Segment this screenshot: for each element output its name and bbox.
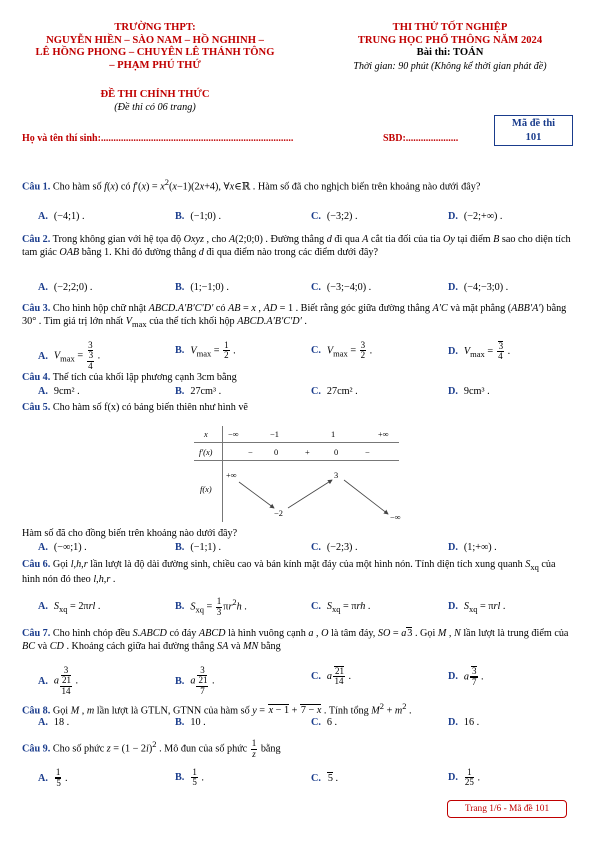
exam-code-label: Mã đề thi (511, 118, 556, 129)
vt-sign-1: − (248, 448, 253, 457)
question-9-label: Câu 9. (22, 743, 51, 755)
question-3: Câu 3. Cho hình hộp chữ nhật ABCD.A′B′C′D′ có AB = x , AD = 1 . Biết rằng góc giữa đường thẳng A′C và mặt phẳng (ABB′A′) bằng 30° . Tìm giá trị lớn nhất $V_{max}$ của thể tích khối hộp ABCD.A′B′C′D′ . (22, 303, 567, 330)
question-5 (22, 401, 573, 414)
question-1-label: Câu 1. (22, 181, 51, 193)
exam-code-box (494, 115, 573, 146)
vt-fprime-label: f′(x) (199, 448, 213, 457)
vt-f-value-2: −2 (274, 509, 283, 518)
q1-option-a[interactable]: A. (−4;1) . (38, 211, 85, 222)
q9-option-d[interactable]: D. $\frac{1}{25}$ . (448, 767, 480, 788)
question-3-label: Câu 3. (22, 303, 51, 314)
q1-option-c[interactable]: C. (−3;2) . (311, 211, 358, 222)
q6-option-b[interactable]: B. $S_{xq}$ = $\frac{1}{3}$ $\pi r^2h$ . (175, 596, 247, 617)
q8-option-c[interactable]: C. 6 . (311, 717, 338, 728)
q2-option-d[interactable]: D. (−4;−3;0) . (448, 282, 509, 293)
q9-option-c[interactable]: C. 5 . (311, 773, 339, 784)
question-7-label: Câu 7. (22, 628, 51, 639)
vt-sign-3: + (305, 448, 310, 457)
q9-option-b[interactable]: B. $\frac{1}{5}$ . (175, 767, 204, 788)
pages-note: (Đề thi có 06 trang) (114, 102, 196, 113)
q7-option-a[interactable]: A. a 3 21 14 . (38, 665, 79, 696)
vt-f-value-3: 3 (334, 471, 339, 480)
vt-f-value-1: +∞ (226, 471, 237, 480)
question-7: Câu 7. Cho hình chóp đều S.ABCD có đáy ABCD là hình vuông cạnh a , O là tâm đáy, SO = a3 . Gọi M , N lần lượt là trung điểm của BC và CD . Khoảng cách giữa hai đường thẳng SA và MN bằng (22, 628, 569, 653)
vt-x-value-3: 1 (331, 430, 336, 439)
q8-option-b[interactable]: B. 10 . (175, 717, 206, 728)
exam-code-value: 101 (525, 131, 542, 143)
question-6-label: Câu 6. (22, 559, 51, 570)
exam-title-block (300, 22, 595, 73)
q8-option-a[interactable]: A. 18 . (38, 717, 70, 728)
q4-option-b[interactable]: B. 27cm³ . (175, 386, 222, 397)
question-8-label: Câu 8. (22, 705, 51, 717)
vt-arrow-1 (239, 482, 274, 508)
q2-option-b[interactable]: B. (1;−1;0) . (175, 282, 229, 293)
q6-option-d[interactable]: D. $S_{xq} = \pi rl$ . (448, 601, 506, 615)
q8-option-d[interactable]: D. 16 . (448, 717, 480, 728)
q9-option-a[interactable]: A. $\frac{1}{5}$ . (38, 767, 68, 789)
official-label: ĐỀ THI CHÍNH THỨC (100, 89, 210, 100)
q1-option-d[interactable]: D. (−2;+∞) . (448, 211, 503, 222)
vt-x-value-4: +∞ (378, 430, 389, 439)
question-5-text: Cho hàm số f(x) có bảng biến thiên như hình vẽ (52, 402, 248, 413)
question-8: Câu 8. Gọi M , m lần lượt là GTLN, GTNN của hàm số y = x − 1 + 7 − x . Tính tổng $M^2 + m^2$ . (22, 701, 412, 717)
q5-option-b[interactable]: B. (−1;1) . (175, 542, 221, 553)
q5-option-c[interactable]: C. (−2;3) . (311, 542, 358, 553)
question-4-label: Câu 4. (22, 372, 51, 383)
q5-option-a[interactable]: A. (−∞;1) . (38, 542, 87, 553)
page-footer: Trang 1/6 - Mã đề 101 (447, 800, 567, 818)
sbd-field: SBD:..................... (383, 133, 459, 144)
q4-option-d[interactable]: D. 9cm³ . (448, 386, 490, 397)
exam-title-line-1: THI THỬ TỐT NGHIỆP (392, 22, 508, 33)
vt-sign-4: 0 (334, 448, 339, 457)
q2-option-a[interactable]: A. (−2;2;0) . (38, 282, 93, 293)
exam-time: Thời gian: 90 phút (Không kể thời gian phát đề) (353, 60, 547, 72)
vt-x-value-1: −∞ (228, 430, 239, 439)
vt-arrow-2 (288, 480, 332, 508)
q1-option-b[interactable]: B. (−1;0) . (175, 211, 221, 222)
school-name (20, 22, 290, 72)
question-9: Câu 9. Cho số phức $z = (1 - 2i)^2$ . Mô đun của số phức $\frac{1}{z}$ bằng (22, 738, 281, 759)
variation-table (194, 426, 399, 522)
q7-option-d[interactable]: D. a $\frac{3}{7}$ . (448, 666, 484, 688)
question-6: Câu 6. Gọi l,h,r lần lượt là độ dài đường sinh, chiều cao và bán kính mặt đáy của một hình nón. Tính diện tích xung quanh $S_{xq}$ của hình nón đó theo l,h,r . (22, 559, 556, 586)
q6-option-c[interactable]: C. $S_{xq} = \pi rh$ . (311, 601, 371, 615)
q3-option-c[interactable]: C. $V_{max}$ = $\frac{3}{2}$ . (311, 340, 373, 361)
q5-option-d[interactable]: D. (1;+∞) . (448, 542, 497, 553)
q7-option-c[interactable]: C. a $\frac{21}{14}$ . (311, 666, 352, 687)
vt-f-value-4: −∞ (390, 513, 401, 522)
vt-x-value-2: −1 (270, 430, 279, 439)
question-2-label: Câu 2. (22, 234, 51, 245)
q6-option-a[interactable]: A. $S_{xq} = 2\pi rl$ . (38, 601, 101, 615)
subject: Bài thi: TOÁN (416, 47, 484, 58)
school-line-3: LÊ HỒNG PHONG – CHUYÊN LÊ THÁNH TÔNG (35, 47, 275, 58)
school-line-2: NGUYỄN HIỀN – SÀO NAM – HỒ NGHINH – (46, 34, 264, 46)
q3-option-a[interactable]: A. $V_{max}$ = 3 3 4 . (38, 340, 101, 371)
vt-arrows (194, 426, 399, 522)
vt-sign-5: − (365, 448, 370, 457)
q4-option-a[interactable]: A. 9cm² . (38, 386, 80, 397)
q3-option-d[interactable]: D. $V_{max}$ = $\frac{3}{4}$ . (448, 341, 511, 362)
vt-x-label: x (204, 430, 208, 439)
vt-arrow-3 (344, 480, 388, 514)
q4-option-c[interactable]: C. 27cm² . (311, 386, 358, 397)
question-5-label: Câu 5. (22, 402, 51, 413)
question-1: Câu 1. Cho hàm số f(x) có $f'(x) = x^2(x-1)(2x+4)$, ∀x∈ℝ . Hàm số đã cho nghịch biến trên khoảng nào dưới đây? (22, 177, 481, 193)
question-5-followup: Hàm số đã cho đồng biến trên khoảng nào dưới đây? (22, 528, 238, 539)
school-line-1: TRƯỜNG THPT: (114, 22, 196, 33)
exam-title-line-2: TRUNG HỌC PHỔ THÔNG NĂM 2024 (357, 34, 543, 46)
question-2: Câu 2. Trong không gian với hệ tọa độ Oxyz , cho A(2;0;0) . Đường thẳng d đi qua A cắt tia đối của tia Oy tại điểm B sao cho diện tích tam giác OAB bằng 1. Khi đó đường thẳng d đi qua điểm nào trong các điểm dưới đây? (22, 234, 571, 259)
q7-option-b[interactable]: B. a 3 21 7 . (175, 665, 215, 696)
q2-option-c[interactable]: C. (−3;−4;0) . (311, 282, 372, 293)
question-4-text: Thể tích của khối lập phương cạnh 3cm bằng (52, 372, 237, 383)
vt-sign-2: 0 (274, 448, 279, 457)
q3-option-b[interactable]: B. $V_{max}$ = $\frac{1}{2}$ . (175, 340, 236, 361)
vt-f-label: f(x) (200, 485, 212, 494)
school-line-4: – PHẠM PHÚ THỨ (109, 59, 201, 71)
candidate-name-field: Họ và tên thí sinh:............................................................................. (22, 133, 294, 144)
question-4 (22, 371, 573, 384)
